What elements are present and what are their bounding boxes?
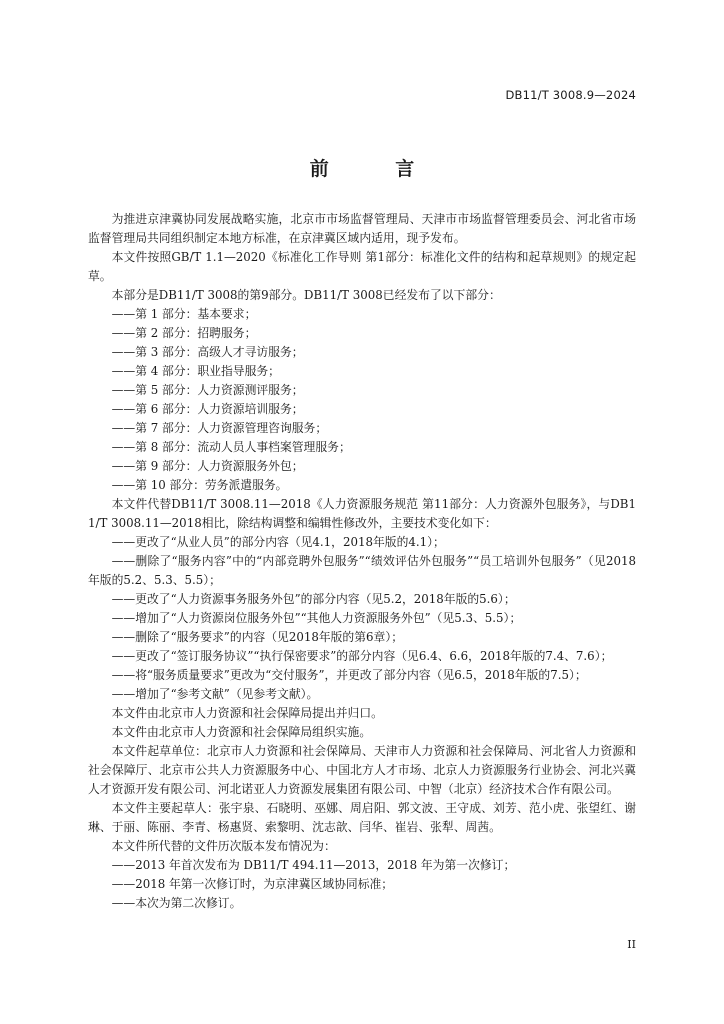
change-item: ——删除了“服务内容”中的“内部竞聘外包服务”“绩效评估外包服务”“员工培训外包服务”（见2018年版的5.2、5.3、5.5）； [88, 554, 636, 587]
list-item: ——第 7 部分：人力资源管理咨询服务； [111, 421, 328, 435]
page-title: 前 言 [309, 158, 445, 180]
list-item: ——第 8 部分：流动人员人事档案管理服务； [111, 440, 351, 454]
change-item: ——更改了“签订服务协议”“执行保密要求”的部分内容（见6.4、6.6，2018年版的7.4、7.6）； [111, 649, 613, 663]
paragraph-implementer: 本文件由北京市人力资源和社会保障局组织实施。 [111, 725, 372, 739]
list-item: ——第 10 部分：劳务派遣服务。 [111, 478, 288, 492]
history-item: ——2013 年首次发布为 DB11/T 494.11—2013，2018 年为第一次修订； [111, 858, 516, 872]
list-item: ——第 1 部分：基本要求； [111, 307, 257, 321]
change-item: ——将“服务质量要求”更改为“交付服务”，并更改了部分内容（见6.5，2018年版的7.5）； [111, 668, 587, 682]
document-body [88, 210, 636, 913]
change-item: ——增加了“参考文献”（见参考文献）。 [111, 687, 319, 701]
list-item: ——第 2 部分：招聘服务； [111, 326, 257, 340]
change-item: ——删除了“服务要求”的内容（见2018年版的第6章）； [111, 630, 404, 644]
paragraph-drafting-rules: 本文件按照GB/T 1.1—2020《标准化工作导则 第1部分：标准化文件的结构和起草规则》的规定起草。 [88, 250, 636, 283]
history-item: ——2018 年第一次修订时，为京津冀区域协同标准； [111, 877, 394, 891]
change-item: ——更改了“人力资源事务服务外包”的部分内容（见5.2，2018年版的5.6）； [111, 592, 516, 606]
page-number: II [627, 938, 636, 951]
paragraph-drafters: 本文件主要起草人：张宇泉、石晓明、巫娜、周启阳、郭文波、王守成、刘芳、范小虎、张望红、谢琳、于丽、陈丽、李青、杨惠贤、索黎明、沈志歆、闫华、崔岩、张犁、周茜。 [88, 801, 636, 834]
change-item: ——更改了“从业人员”的部分内容（见4.1，2018年版的4.1）； [111, 535, 445, 549]
paragraph-proposer: 本文件由北京市人力资源和社会保障局提出并归口。 [111, 706, 383, 720]
paragraph-replacement: 本文件代替DB11/T 3008.11—2018《人力资源服务规范 第11部分：人力资源外包服务》，与DB11/T 3008.11—2018相比，除结构调整和编辑性修改外，主要技术变化如下： [88, 497, 636, 530]
paragraph-history-intro: 本文件所代替的文件历次版本发布情况为： [111, 839, 336, 853]
list-item: ——第 6 部分：人力资源培训服务； [111, 402, 304, 416]
document-id: DB11/T 3008.9—2024 [505, 88, 636, 102]
paragraph-parts-intro: 本部分是DB11/T 3008的第9部分。DB11/T 3008已经发布了以下部分： [111, 288, 501, 302]
list-item: ——第 9 部分：人力资源服务外包； [111, 459, 304, 473]
paragraph-intro: 为推进京津冀协同发展战略实施，北京市市场监督管理局、天津市市场监督管理委员会、河北省市场监督管理局共同组织制定本地方标准，在京津冀区域内适用，现予发布。 [88, 212, 636, 245]
list-item: ——第 4 部分：职业指导服务； [111, 364, 280, 378]
list-item: ——第 3 部分：高级人才寻访服务； [111, 345, 304, 359]
history-item: ——本次为第二次修订。 [111, 896, 242, 910]
list-item: ——第 5 部分：人力资源测评服务； [111, 383, 304, 397]
change-item: ——增加了“人力资源岗位服务外包”“其他人力资源服务外包”（见5.3、5.5）； [111, 611, 522, 625]
paragraph-drafting-units: 本文件起草单位：北京市人力资源和社会保障局、天津市人力资源和社会保障局、河北省人力资源和社会保障厅、北京市公共人力资源服务中心、中国北方人才市场、北京人力资源服务行业协会、河北兴冀人才资源开发有限公司、河北诺亚人力资源发展集团有限公司、中智（北京）经济技术合作有限公司。 [88, 744, 636, 796]
